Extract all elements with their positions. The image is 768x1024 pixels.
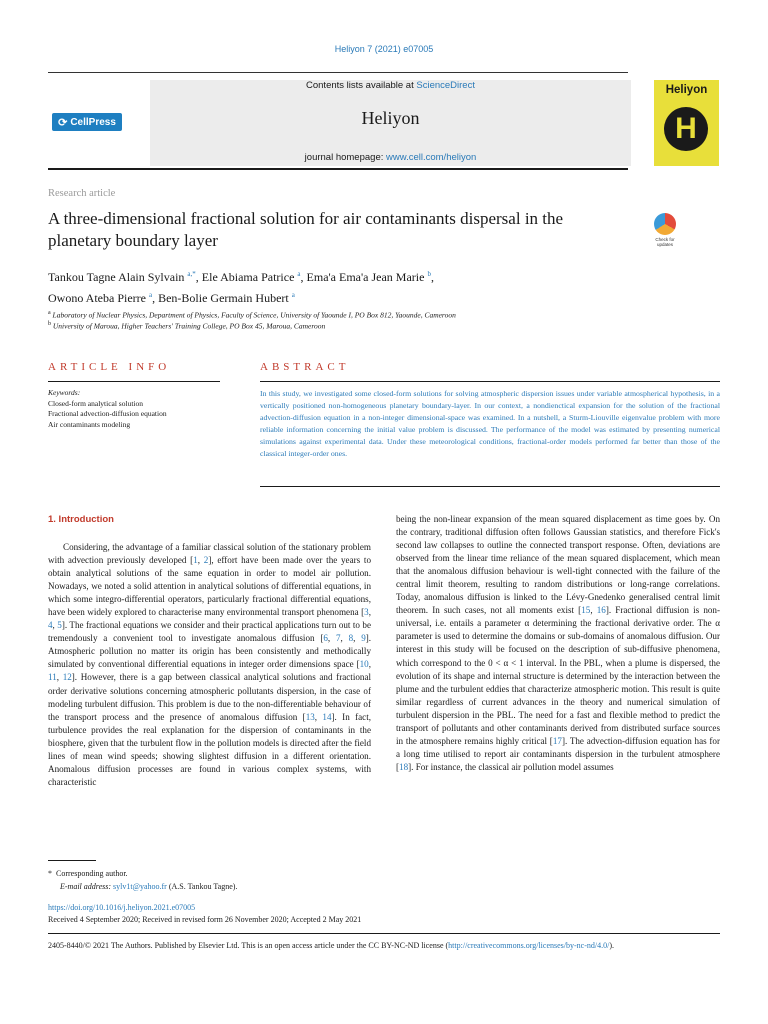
citation-ref-16[interactable]: 16: [596, 605, 606, 616]
citation-ref-13[interactable]: 13: [305, 711, 315, 722]
journal-name: Heliyon: [361, 108, 420, 128]
citation-ref-8[interactable]: 8: [348, 633, 354, 644]
author-affil[interactable]: a: [297, 270, 301, 278]
abstract-heading: ABSTRACT: [260, 361, 350, 373]
author-name[interactable]: Ema'a Ema'a Jean Marie: [306, 270, 425, 284]
license-prefix: 2405-8440/© 2021 The Authors. Published by Elsevier Ltd. This is an open access article under the CC BY-NC-ND license (: [48, 941, 449, 950]
keyword: Fractional advection-diffusion equation: [48, 409, 167, 418]
received-dates: Received 4 September 2020; Received in revised form 26 November 2020; Accepted 2 May 2021: [48, 915, 362, 924]
journal-homepage: [150, 152, 631, 163]
citation-ref-9[interactable]: 9: [361, 633, 366, 644]
citation-ref-11[interactable]: 11: [48, 672, 57, 683]
footer-rule: [48, 933, 720, 934]
cellpress-logo[interactable]: [52, 113, 122, 131]
check-updates-label: Check for updates: [655, 237, 675, 247]
sciencedirect-link[interactable]: ScienceDirect: [416, 80, 475, 91]
affiliation: [48, 319, 728, 332]
journal-citation[interactable]: Heliyon 7 (2021) e07005: [334, 44, 434, 54]
author-name[interactable]: Ele Abiama Patrice: [201, 270, 295, 284]
cover-logo-icon: H: [664, 107, 708, 151]
homepage-prefix: journal homepage:: [304, 152, 387, 163]
keywords-label: Keywords:: [48, 388, 81, 397]
header-rule: [48, 72, 628, 73]
footnote-rule: [48, 860, 96, 861]
author-list: Tankou Tagne Alain Sylvain $^{a,*}$, Ele Abiama Patrice $^a$, Ema'a Ema'a Jean Marie $^b$, Owono Ateba Pierre $^a$, Ben-Bolie Germain Hubert $^a$: [48, 270, 434, 305]
citation-ref-6[interactable]: 6: [323, 633, 328, 644]
citation-ref-5[interactable]: 5: [57, 620, 62, 631]
affiliation-text: Laboratory of Nuclear Physics, Department of Physics, Faculty of Science, University of Yaounde I, PO Box 812, Yaounde, Cameroon: [52, 310, 456, 320]
citation-ref-14[interactable]: 14: [322, 711, 332, 722]
citation-ref-15[interactable]: 15: [581, 605, 591, 616]
citation-ref-12[interactable]: 12: [62, 672, 72, 683]
author-affil[interactable]: b: [427, 270, 431, 278]
paper-title: A three-dimensional fractional solution for air contaminants dispersal in the planetary boundary layer: [48, 209, 564, 250]
homepage-link[interactable]: www.cell.com/heliyon: [386, 152, 477, 163]
check-updates-icon: [654, 213, 676, 235]
check-for-updates-button[interactable]: [648, 213, 682, 257]
article-info-heading: ARTICLE INFO: [48, 361, 171, 373]
author-name[interactable]: Ben-Bolie Germain Hubert: [158, 291, 289, 305]
cellpress-icon: ⟳: [58, 116, 68, 129]
citation-ref-7[interactable]: 7: [335, 633, 341, 644]
article-type: Research article: [48, 188, 116, 199]
section-heading-introduction: 1. Introduction: [48, 514, 114, 525]
corresponding-author-note: [48, 868, 128, 879]
body-column-right: being the non-linear expansion of the mean squared displacement as time goes by. On the contrary, traditional diffusion often follows Gaussian statistics, and therefore Fick's second law collapses to outline the connected transport response. Often, deviations are observed from the linear time reliance of the mean squared displacement, which mean that the anomalous diffusion behaviour is well-tight connected with the failure of the central limit theorem, resulting to random distributions or long-range correlations. Today, anomalous diffusion is linked to the Lévy-Gnedenko generalised central limit theorem. In such cases, not all moments exist [15, 16]. Fractional diffusion is non-universal, i.e. entails a parameter α determining the fractional derivative order. The α parameter is used to determine the domains or sub-domains of anomalous diffusion. Our interest in this study will be focused on the description of sub-diffusive phenomena, which correspond to the 0 < α < 1 interval. In the PBL, when a plume is dispersed, the evolution of its shape and internal structure is determined by the interaction between the plume and the turbulent eddies that characterize atmospheric motion. This result is quite similar regardless of current advances in the theory and numerical simulation of turbulent dispersion in the PBL. The need for a fast and flexible method to predict the transport of pollutants and other contaminants derived from distributed surface sources in the atmosphere remains highly critical [17]. The advection-diffusion equation has for a long time utilised to report air contaminants dispersion in the turbulent atmosphere [18]. For instance, the classical air pollution model assumes: [396, 514, 720, 772]
citation-ref-10[interactable]: 10: [359, 659, 369, 670]
author-affil[interactable]: a: [291, 291, 295, 299]
keywords-block: [48, 388, 228, 430]
doi-link[interactable]: https://doi.org/10.1016/j.heliyon.2021.e07005: [48, 903, 196, 912]
contents-prefix: Contents lists available at: [306, 80, 417, 91]
citation-ref-18[interactable]: 18: [399, 761, 409, 772]
citation-ref-4[interactable]: 4: [48, 620, 53, 631]
body-column-left: Considering, the advantage of a familiar classical solution of the stationary problem with advection previously developed [1, 2], effort have been made over the years to obtain analytical solutions of the same equation in order to model air pollution. Nowadays, we noted a solid attention in analytical solutions of differential equations, in which some integro-differential operators, particularly fractional differential equations, have been widely explored to characterise many environmental transport phenomena [3, 4, 5]. The fractional equations we consider and their practical applications turn out to be tremendously a convenient tool to investigate anomalous diffusion [6, 7, 8, 9]. Atmospheric pollution no matter its origin has been consistently and methodically simulated by conventional differential equations in integer order dimensions space [10, 11, 12]. However, there is a gap between classical analytical solutions and fractional order derivative solutions concerning atmospheric pollutants dispersion, in the case of modeling turbulent diffusion. This problem is due to the non-differentiable behaviour of the transport process and the presence of anomalous diffusion [13, 14]. In fact, turbulence provides the real explanation for the dispersion of contaminants in the biosphere, given that the turbulent flow in the pollution models is directed after the field lines of mean wind speeds; showing slightest diffusion in a different orientation. Anomalous diffusion processes are found in various complex systems, with characteristic: [48, 542, 372, 787]
abstract-rule: [260, 381, 720, 382]
asterisk-icon: *: [48, 869, 52, 878]
citation-ref-3[interactable]: 3: [364, 607, 369, 618]
keyword: Closed-form analytical solution: [48, 398, 143, 408]
header-bottom-rule: [48, 168, 628, 170]
citation-ref-2[interactable]: 2: [203, 555, 209, 566]
cover-title: Heliyon: [665, 84, 708, 96]
license-link[interactable]: http://creativecommons.org/licenses/by-nc-nd/4.0/: [448, 941, 610, 950]
license-suffix: ).: [609, 941, 614, 950]
author-affil[interactable]: a: [148, 291, 153, 299]
email-suffix: (A.S. Tankou Tagne).: [166, 882, 238, 891]
corresponding-label: Corresponding author.: [56, 869, 128, 878]
citation-ref-17[interactable]: 17: [552, 735, 562, 746]
author-name[interactable]: Owono Ateba Pierre: [48, 291, 146, 305]
abstract-bottom-rule: [260, 486, 720, 487]
email-link[interactable]: sylv1t@yahoo.fr: [113, 882, 167, 891]
affiliation-marker: b: [48, 321, 51, 327]
abstract-text: In this study, we investigated some closed-form solutions for solving atmospheric dispersion issues under variable atmospherical hypothesis, in a vertically positioned non-homogeneous planetary boundary-layer. In our context, a nondienctical expansion for the solution of the fractional advection-diffusion equation in a non-integer dimensional-space was examined. In a nutshell, a Sturm-Liouville eigenvalue problem with more reliable information concerning the initial value problem is discussed. The performance of the model was estimated by presenting numerical simulations against experimental data. Under these meteorological conditions, fractional-order models performed far better than those of the classical integer-order ones.: [260, 389, 720, 459]
author-affil[interactable]: a,*: [187, 270, 196, 278]
affiliation-text: University of Maroua, Higher Teachers' Training College, PO Box 45, Maroua, Cameroon: [52, 321, 326, 331]
citation-ref-1[interactable]: 1: [193, 555, 198, 566]
email-note: [60, 881, 237, 892]
contents-line: [150, 80, 631, 91]
email-label: E-mail address:: [60, 882, 112, 891]
article-info-rule: [48, 381, 220, 382]
affiliation-marker: a: [48, 310, 51, 316]
keyword: Air contaminants modeling: [48, 419, 131, 429]
license-note: [48, 940, 720, 952]
cellpress-label: CellPress: [70, 116, 116, 128]
author-name[interactable]: Tankou Tagne Alain Sylvain: [48, 270, 185, 284]
